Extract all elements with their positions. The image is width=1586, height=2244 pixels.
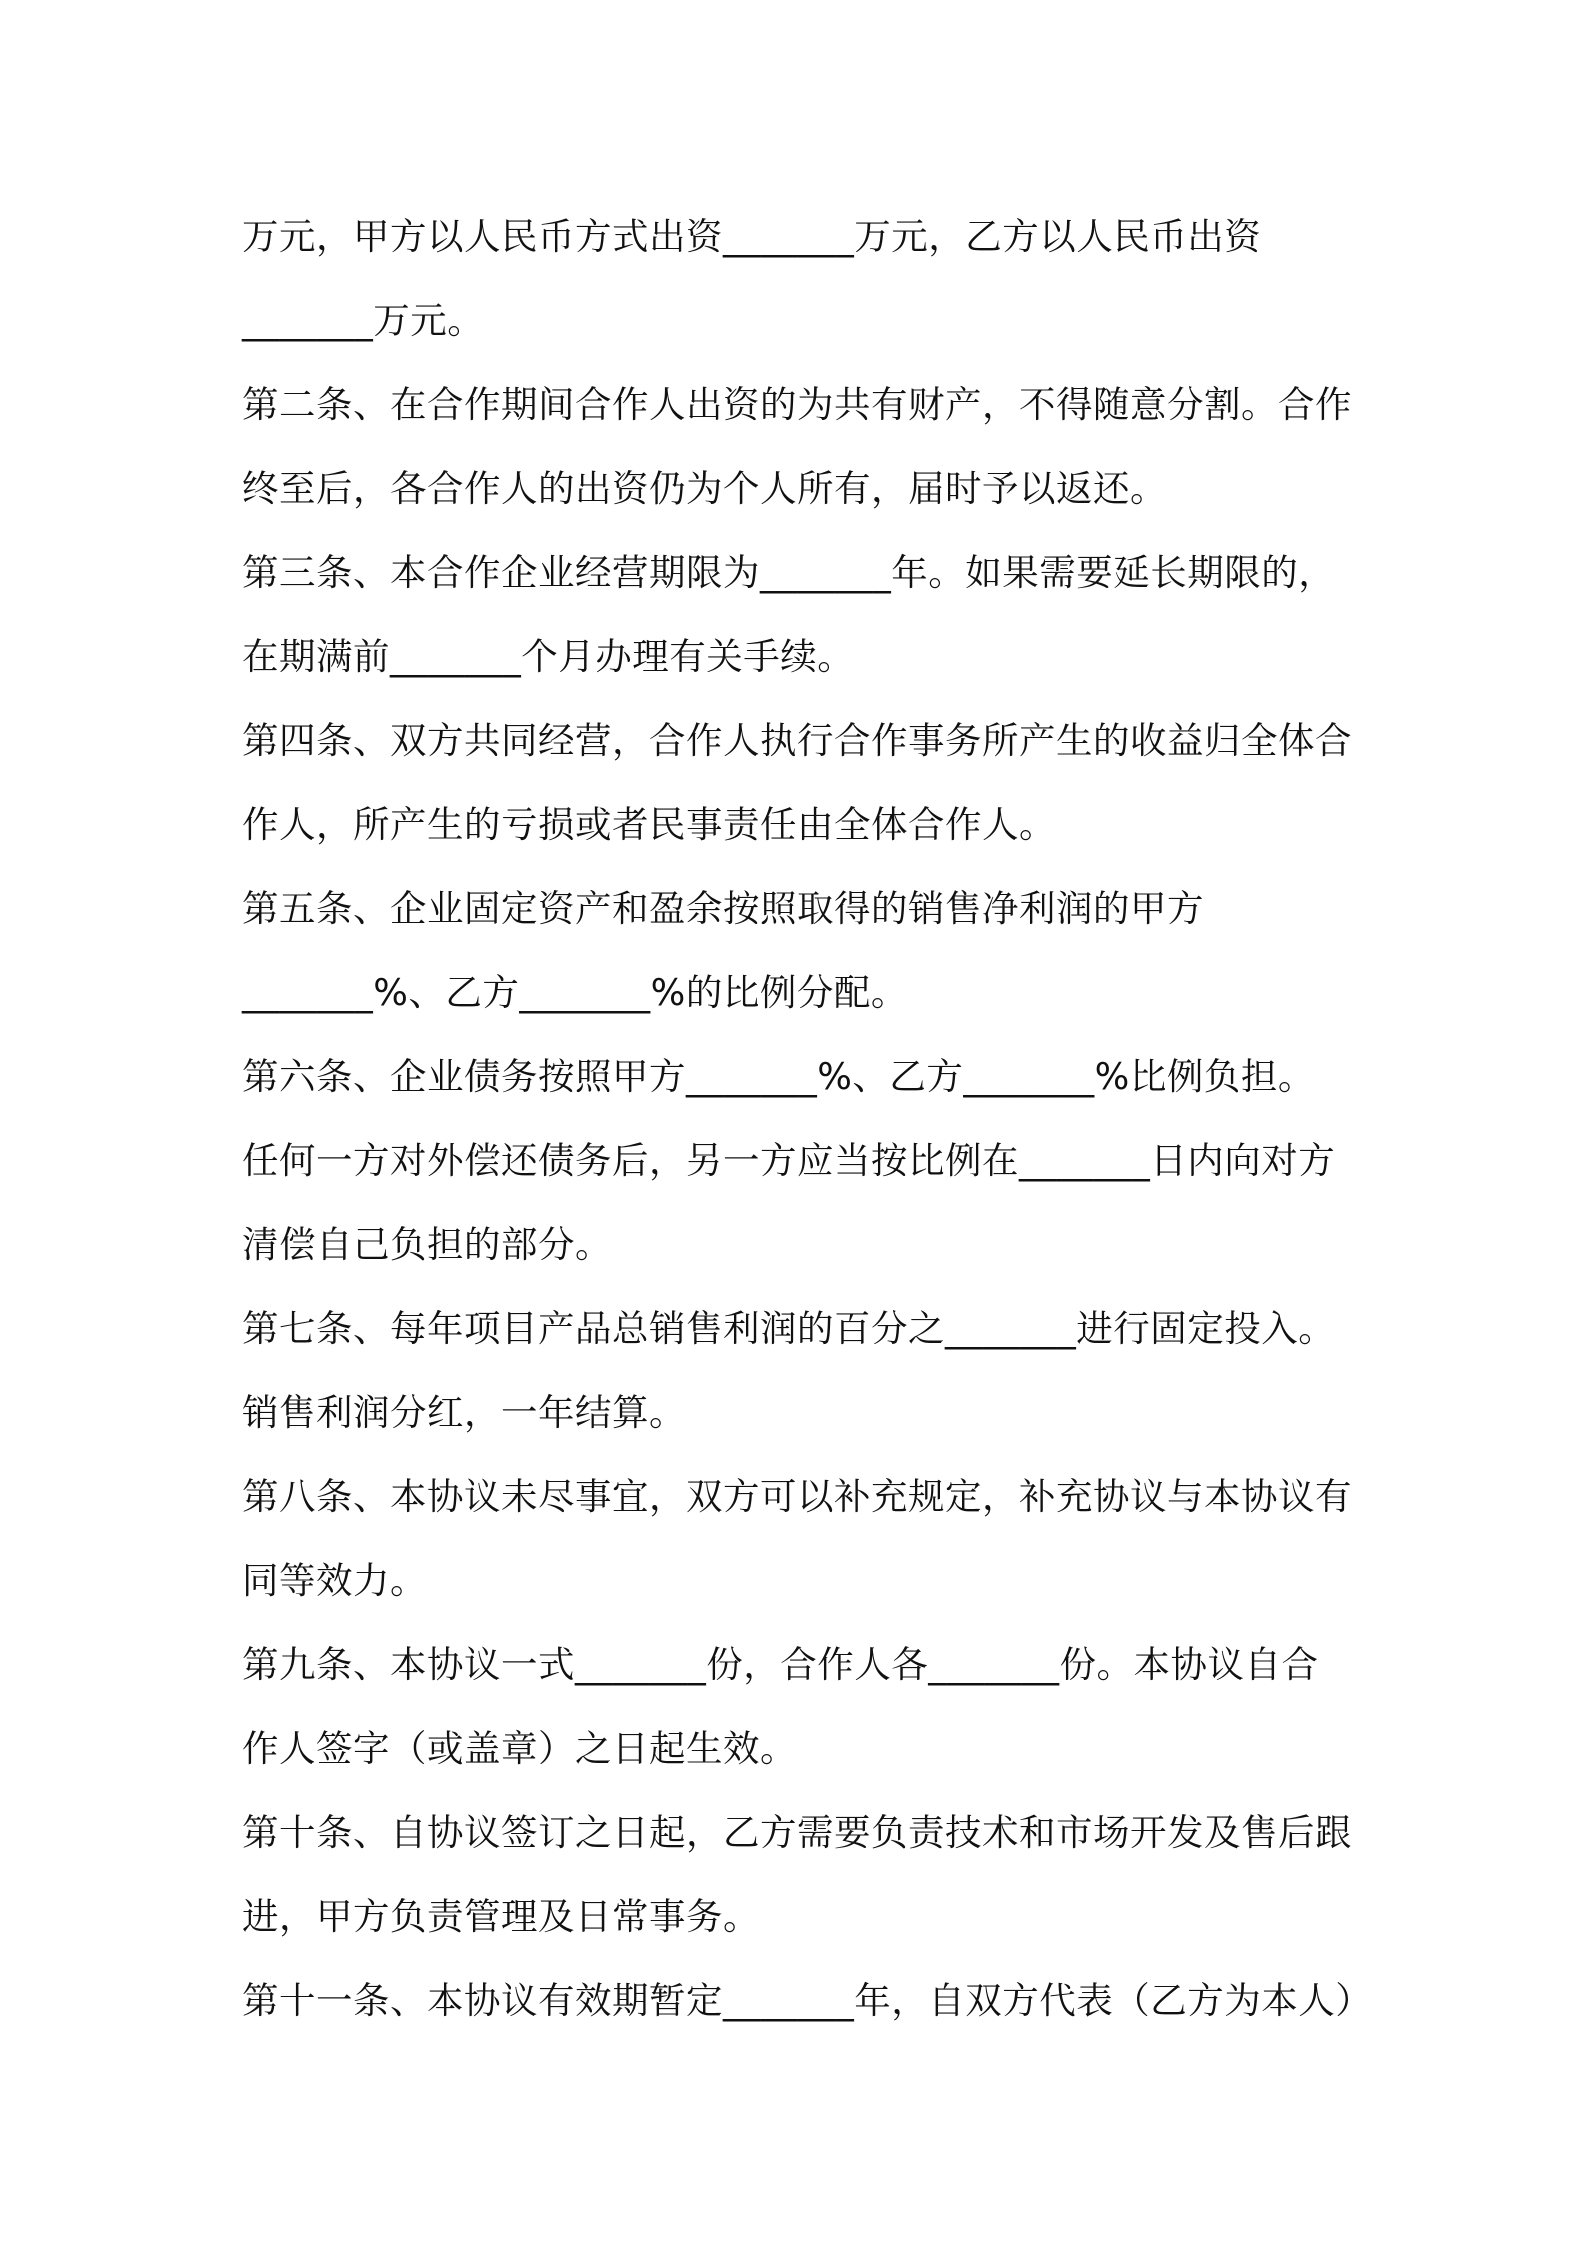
text-line: 第六条、企业债务按照甲方_______%、乙方_______%比例负担。 — [242, 1055, 1315, 1098]
text-line: 在期满前_______个月办理有关手续。 — [242, 635, 855, 678]
text-line: 万元，甲方以人民币方式出资_______万元，乙方以人民币出资 — [242, 215, 1262, 258]
text-line: 进，甲方负责管理及日常事务。 — [242, 1895, 760, 1938]
text-line: 第三条、本合作企业经营期限为_______年。如果需要延长期限的， — [242, 551, 1336, 594]
text-line: 第九条、本协议一式_______份，合作人各_______份。本协议自合 — [242, 1643, 1319, 1686]
text-line: 第二条、在合作期间合作人出资的为共有财产，不得随意分割。合作 — [242, 383, 1352, 426]
text-line: 终至后，各合作人的出资仍为个人所有，届时予以返还。 — [242, 467, 1167, 510]
text-line: 作人，所产生的亏损或者民事责任由全体合作人。 — [242, 803, 1056, 846]
text-line: _______%、乙方_______%的比例分配。 — [242, 971, 908, 1014]
text-line: 第五条、企业固定资产和盈余按照取得的销售净利润的甲方 — [242, 887, 1204, 930]
text-line: 第八条、本协议未尽事宜，双方可以补充规定，补充协议与本协议有 — [242, 1475, 1352, 1518]
text-line: 销售利润分红，一年结算。 — [242, 1391, 686, 1434]
text-line: 清偿自己负担的部分。 — [242, 1223, 612, 1266]
text-line: 第四条、双方共同经营，合作人执行合作事务所产生的收益归全体合 — [242, 719, 1352, 762]
text-line: 同等效力。 — [242, 1559, 427, 1602]
text-line: _______万元。 — [242, 299, 485, 342]
text-line: 第七条、每年项目产品总销售利润的百分之_______进行固定投入。 — [242, 1307, 1336, 1350]
text-line: 任何一方对外偿还债务后，另一方应当按比例在_______日内向对方 — [242, 1139, 1336, 1182]
text-line: 第十条、自协议签订之日起，乙方需要负责技术和市场开发及售后跟 — [242, 1811, 1352, 1854]
text-line: 作人签字（或盖章）之日起生效。 — [242, 1727, 797, 1770]
agreement-text — [242, 195, 1373, 2043]
text-line: 第十一条、本协议有效期暂定_______年，自双方代表（乙方为本人） — [242, 1979, 1373, 2022]
